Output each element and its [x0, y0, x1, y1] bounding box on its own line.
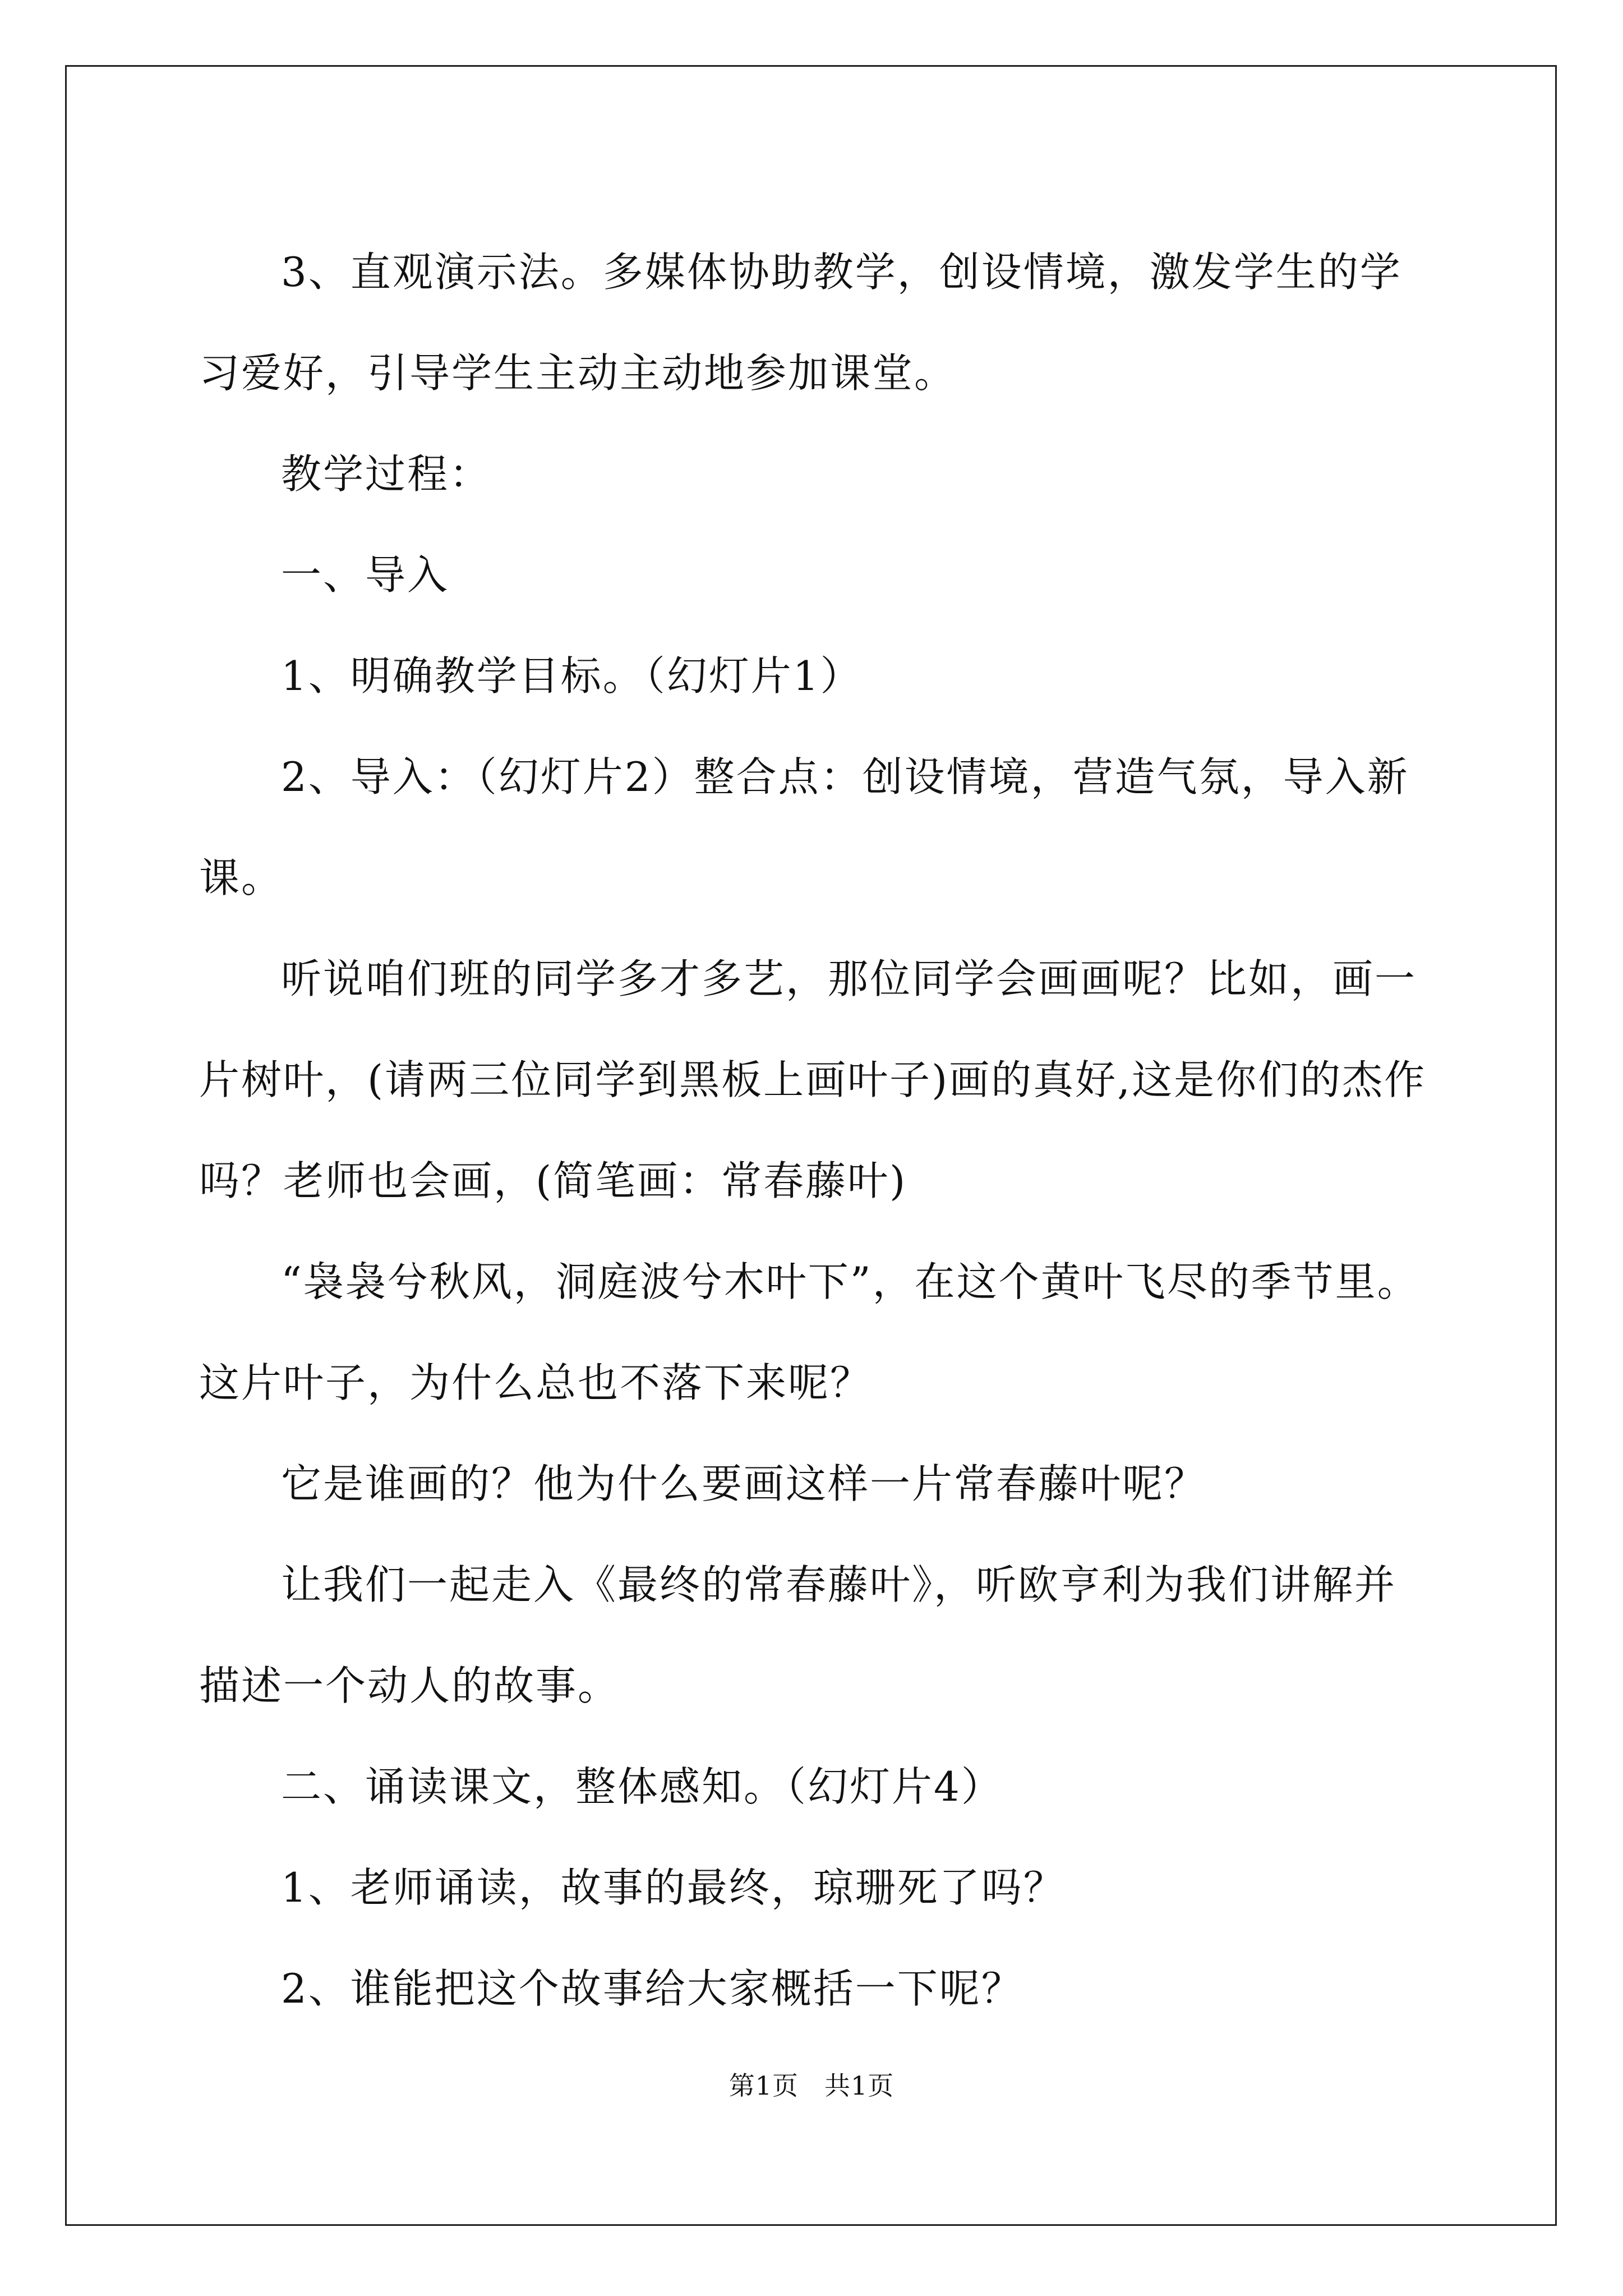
- paragraph: 1、老师诵读，故事的最终，琼珊死了吗？: [281, 1864, 1066, 1911]
- paragraph: 一、导入: [281, 551, 450, 599]
- page-number-total: 共1页: [824, 2070, 895, 2101]
- page-number-current: 第1页: [728, 2070, 799, 2101]
- paragraph: 2、导入：（幻灯片2）整合点：创设情境，营造气氛，导入新课。: [199, 753, 1409, 901]
- document-body: [199, 222, 1427, 2039]
- paragraph: 2、谁能把这个故事给大家概括一下呢？: [281, 1965, 1023, 2012]
- paragraph: 让我们一起走入《最终的常春藤叶》，听欧亨利为我们讲解并描述一个动人的故事。: [199, 1561, 1397, 1709]
- paragraph: 教学过程：: [281, 450, 492, 498]
- paragraph: 它是谁画的？他为什么要画这样一片常春藤叶呢？: [281, 1460, 1207, 1507]
- paragraph: 听说咱们班的同学多才多艺，那位同学会画画呢？比如，画一片树叶，(请两三位同学到黑板上画叶子)画的真好,这是你们的杰作吗？老师也会画，(简笔画：常春藤叶): [199, 955, 1427, 1204]
- paragraph: 3、直观演示法。多媒体协助教学，创设情境，激发学生的学习爱好，引导学生主动主动地参加课堂。: [199, 249, 1402, 397]
- paragraph: “袅袅兮秋风，洞庭波兮木叶下”，在这个黄叶飞尽的季节里。这片叶子，为什么总也不落下来呢？: [199, 1258, 1419, 1406]
- page-footer: [0, 2069, 1623, 2102]
- paragraph: 二、诵读课文，整体感知。（幻灯片4）: [281, 1763, 1003, 1810]
- paragraph: 1、明确教学目标。（幻灯片1）: [281, 652, 863, 700]
